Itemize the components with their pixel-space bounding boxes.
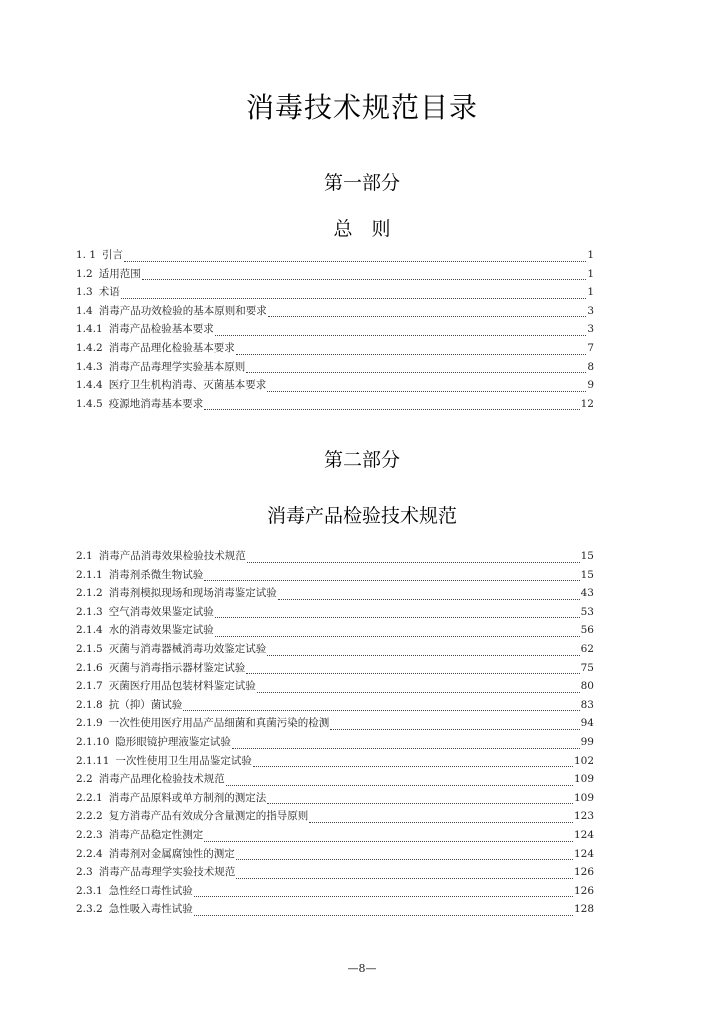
toc-entry-number: 1.4.3 bbox=[76, 360, 103, 373]
toc-entry-label: 灭菌与消毒指示器材鉴定试验 bbox=[108, 661, 246, 674]
toc-entry-page: 1 bbox=[587, 249, 594, 261]
toc-entry-page: 53 bbox=[580, 605, 594, 618]
toc-leader-dots bbox=[236, 858, 573, 860]
toc-entry[interactable] bbox=[76, 567, 594, 586]
toc-entry-page: 3 bbox=[587, 304, 594, 317]
toc-entry-page: 124 bbox=[573, 847, 594, 860]
toc-entry-label: 消毒产品理化检验技术规范 bbox=[98, 773, 225, 786]
toc-entry-page: 99 bbox=[580, 735, 594, 748]
toc-entry[interactable] bbox=[76, 641, 594, 660]
toc-leader-dots bbox=[267, 390, 586, 392]
toc-entry-page: 80 bbox=[580, 680, 594, 693]
toc-entry-number: 2.2 bbox=[76, 773, 93, 786]
toc-entry-page: 128 bbox=[573, 903, 594, 916]
toc-leader-dots bbox=[215, 334, 587, 336]
toc-entry-number: 2.3 bbox=[76, 866, 93, 879]
toc-entry[interactable] bbox=[76, 548, 594, 567]
toc-entry[interactable] bbox=[76, 808, 594, 827]
toc-entry-number: 2.1.2 bbox=[76, 587, 103, 600]
toc-entry-label: 消毒剂模拟现场和现场消毒鉴定试验 bbox=[108, 587, 277, 600]
toc-entry-label: 消毒产品原料或单方制剂的测定法 bbox=[108, 791, 267, 804]
toc-entry[interactable] bbox=[76, 883, 594, 902]
toc-entry-number: 2.2.3 bbox=[76, 828, 103, 841]
part1-subheading: 总 则 bbox=[333, 218, 391, 240]
toc-entry-label: 灭菌医疗用品包装材料鉴定试验 bbox=[108, 680, 256, 693]
toc-entry-label: 消毒产品功效检验的基本原则和要求 bbox=[98, 304, 267, 317]
toc-entry-number: 1. 1 bbox=[76, 249, 97, 261]
toc-entry-label: 消毒产品检验基本要求 bbox=[108, 323, 214, 336]
toc-leader-dots bbox=[226, 784, 573, 786]
toc-leader-dots bbox=[253, 765, 573, 767]
document-title: 消毒技术规范目录 bbox=[245, 91, 478, 124]
toc-entry-number: 1.4.5 bbox=[76, 397, 103, 410]
toc-entry-page: 3 bbox=[587, 323, 594, 336]
toc-entry-number: 2.2.4 bbox=[76, 847, 103, 860]
toc-entry-label: 消毒产品毒理学实验基本原则 bbox=[108, 360, 246, 373]
toc-entry[interactable] bbox=[76, 697, 594, 716]
toc-entry-page: 1 bbox=[587, 286, 594, 299]
toc-entry-page: 56 bbox=[580, 624, 594, 637]
toc-entry-page: 43 bbox=[580, 587, 594, 600]
toc-entry-label: 复方消毒产品有效成分含量测定的指导原则 bbox=[108, 810, 309, 823]
toc-entry-number: 2.1.7 bbox=[76, 680, 103, 693]
toc-leader-dots bbox=[194, 914, 573, 916]
toc-entry[interactable] bbox=[76, 753, 594, 772]
toc-entry-number: 1.3 bbox=[76, 286, 93, 299]
toc-entry[interactable] bbox=[76, 266, 594, 285]
toc-entry-number: 1.4 bbox=[76, 304, 93, 317]
toc-entry-page: 9 bbox=[587, 379, 594, 392]
toc-entry-page: 109 bbox=[573, 773, 594, 786]
toc-entry[interactable] bbox=[76, 585, 594, 604]
part2-heading: 第二部分 bbox=[323, 449, 400, 471]
toc-entry-label: 急性经口毒性试验 bbox=[108, 884, 193, 897]
toc-leader-dots bbox=[124, 260, 586, 262]
toc-entry-label: 灭菌与消毒器械消毒功效鉴定试验 bbox=[108, 642, 267, 655]
toc-entry-label: 引言 bbox=[102, 249, 124, 261]
toc-entry-label: 消毒产品毒理学实验技术规范 bbox=[98, 866, 236, 879]
toc-leader-dots bbox=[204, 579, 579, 581]
toc-leader-dots bbox=[309, 821, 573, 823]
toc-entry-number: 2.1.10 bbox=[76, 735, 110, 748]
part1-toc-list bbox=[76, 247, 594, 414]
toc-leader-dots bbox=[278, 598, 580, 600]
toc-entry-page: 62 bbox=[580, 642, 594, 655]
toc-leader-dots bbox=[232, 747, 580, 749]
toc-entry-number: 2.3.1 bbox=[76, 884, 103, 897]
toc-entry-label: 医疗卫生机构消毒、灭菌基本要求 bbox=[108, 379, 267, 392]
toc-entry-page: 94 bbox=[580, 717, 594, 730]
toc-entry-page: 102 bbox=[573, 754, 594, 767]
toc-entry-number: 1.4.2 bbox=[76, 341, 103, 354]
part2-toc-list bbox=[76, 548, 594, 920]
toc-leader-dots bbox=[194, 895, 573, 897]
toc-leader-dots bbox=[267, 654, 579, 656]
page-number: —8— bbox=[347, 962, 377, 975]
toc-leader-dots bbox=[215, 616, 580, 618]
toc-entry-number: 2.1 bbox=[76, 550, 93, 562]
toc-entry-label: 疫源地消毒基本要求 bbox=[108, 397, 204, 410]
toc-entry-label: 适用范围 bbox=[98, 267, 141, 280]
toc-entry-page: 1 bbox=[587, 267, 594, 280]
toc-leader-dots bbox=[246, 672, 579, 674]
toc-leader-dots bbox=[257, 691, 580, 693]
toc-leader-dots bbox=[246, 371, 586, 373]
toc-entry-page: 126 bbox=[573, 884, 594, 897]
toc-entry[interactable] bbox=[76, 678, 594, 697]
toc-entry-page: 123 bbox=[573, 810, 594, 823]
toc-leader-dots bbox=[267, 802, 573, 804]
toc-entry-label: 消毒剂杀微生物试验 bbox=[108, 568, 204, 581]
toc-entry[interactable] bbox=[76, 303, 594, 322]
toc-entry-page: 12 bbox=[580, 397, 594, 410]
toc-entry-number: 2.1.6 bbox=[76, 661, 103, 674]
toc-entry-label: 一次性使用卫生用品鉴定试验 bbox=[115, 754, 252, 767]
toc-leader-dots bbox=[204, 408, 579, 410]
toc-entry-number: 2.3.2 bbox=[76, 903, 103, 916]
toc-entry-page: 15 bbox=[580, 550, 594, 562]
toc-entry[interactable] bbox=[76, 604, 594, 623]
toc-entry-label: 消毒产品稳定性测定 bbox=[108, 828, 204, 841]
toc-entry-label: 消毒剂对金属腐蚀性的测定 bbox=[108, 847, 235, 860]
toc-entry[interactable] bbox=[76, 247, 594, 266]
toc-entry-label: 水的消毒效果鉴定试验 bbox=[108, 624, 214, 637]
toc-entry[interactable] bbox=[76, 622, 594, 641]
toc-leader-dots bbox=[236, 877, 573, 879]
toc-entry-label: 消毒产品理化检验基本要求 bbox=[108, 341, 235, 354]
toc-entry-label: 抗（抑）菌试验 bbox=[108, 698, 183, 711]
part2-subheading: 消毒产品检验技术规范 bbox=[266, 505, 457, 527]
toc-entry-number: 2.1.9 bbox=[76, 717, 103, 730]
toc-entry-label: 一次性使用医疗用品产品细菌和真菌污染的检测 bbox=[108, 717, 330, 730]
toc-leader-dots bbox=[142, 278, 587, 280]
toc-entry-label: 术语 bbox=[98, 286, 120, 299]
toc-leader-dots bbox=[121, 297, 587, 299]
toc-entry[interactable] bbox=[76, 321, 594, 340]
toc-entry-number: 1.4.4 bbox=[76, 379, 103, 392]
toc-entry[interactable] bbox=[76, 790, 594, 809]
toc-leader-dots bbox=[247, 561, 580, 563]
toc-entry[interactable] bbox=[76, 284, 594, 303]
toc-entry-page: 7 bbox=[587, 341, 594, 354]
toc-entry-number: 1.4.1 bbox=[76, 323, 103, 336]
toc-entry[interactable] bbox=[76, 377, 594, 396]
toc-entry-label: 隐形眼镜护理液鉴定试验 bbox=[115, 735, 231, 748]
toc-entry-label: 急性吸入毒性试验 bbox=[108, 903, 193, 916]
toc-leader-dots bbox=[330, 728, 579, 730]
toc-leader-dots bbox=[204, 840, 573, 842]
toc-entry[interactable] bbox=[76, 827, 594, 846]
toc-entry-label: 空气消毒效果鉴定试验 bbox=[108, 605, 214, 618]
toc-entry-number: 2.1.11 bbox=[76, 754, 110, 767]
part1-heading: 第一部分 bbox=[323, 172, 400, 194]
toc-entry-number: 2.2.2 bbox=[76, 810, 103, 823]
toc-leader-dots bbox=[183, 709, 579, 711]
toc-entry-page: 83 bbox=[580, 698, 594, 711]
toc-entry-page: 75 bbox=[580, 661, 594, 674]
toc-entry[interactable] bbox=[76, 396, 594, 415]
toc-entry-page: 15 bbox=[580, 568, 594, 581]
toc-leader-dots bbox=[215, 635, 580, 637]
toc-entry[interactable] bbox=[76, 715, 594, 734]
toc-entry[interactable] bbox=[76, 771, 594, 790]
toc-entry-page: 109 bbox=[573, 791, 594, 804]
toc-entry-number: 2.1.8 bbox=[76, 698, 103, 711]
toc-entry[interactable] bbox=[76, 340, 594, 359]
toc-entry-number: 2.1.3 bbox=[76, 605, 103, 618]
toc-entry-page: 124 bbox=[573, 828, 594, 841]
toc-entry-number: 2.1.4 bbox=[76, 624, 103, 637]
toc-entry-number: 2.2.1 bbox=[76, 791, 103, 804]
toc-leader-dots bbox=[268, 315, 587, 317]
toc-entry[interactable] bbox=[76, 846, 594, 865]
toc-entry-number: 2.1.5 bbox=[76, 642, 103, 655]
toc-entry[interactable] bbox=[76, 359, 594, 378]
toc-entry-number: 1.2 bbox=[76, 267, 93, 280]
toc-entry-number: 2.1.1 bbox=[76, 568, 103, 581]
toc-entry[interactable] bbox=[76, 660, 594, 679]
toc-entry[interactable] bbox=[76, 734, 594, 753]
toc-entry-page: 126 bbox=[573, 866, 594, 879]
toc-entry[interactable] bbox=[76, 864, 594, 883]
toc-entry-label: 消毒产品消毒效果检验技术规范 bbox=[98, 550, 246, 562]
toc-entry-page: 8 bbox=[587, 360, 594, 373]
toc-entry[interactable] bbox=[76, 901, 594, 920]
toc-leader-dots bbox=[236, 353, 587, 355]
